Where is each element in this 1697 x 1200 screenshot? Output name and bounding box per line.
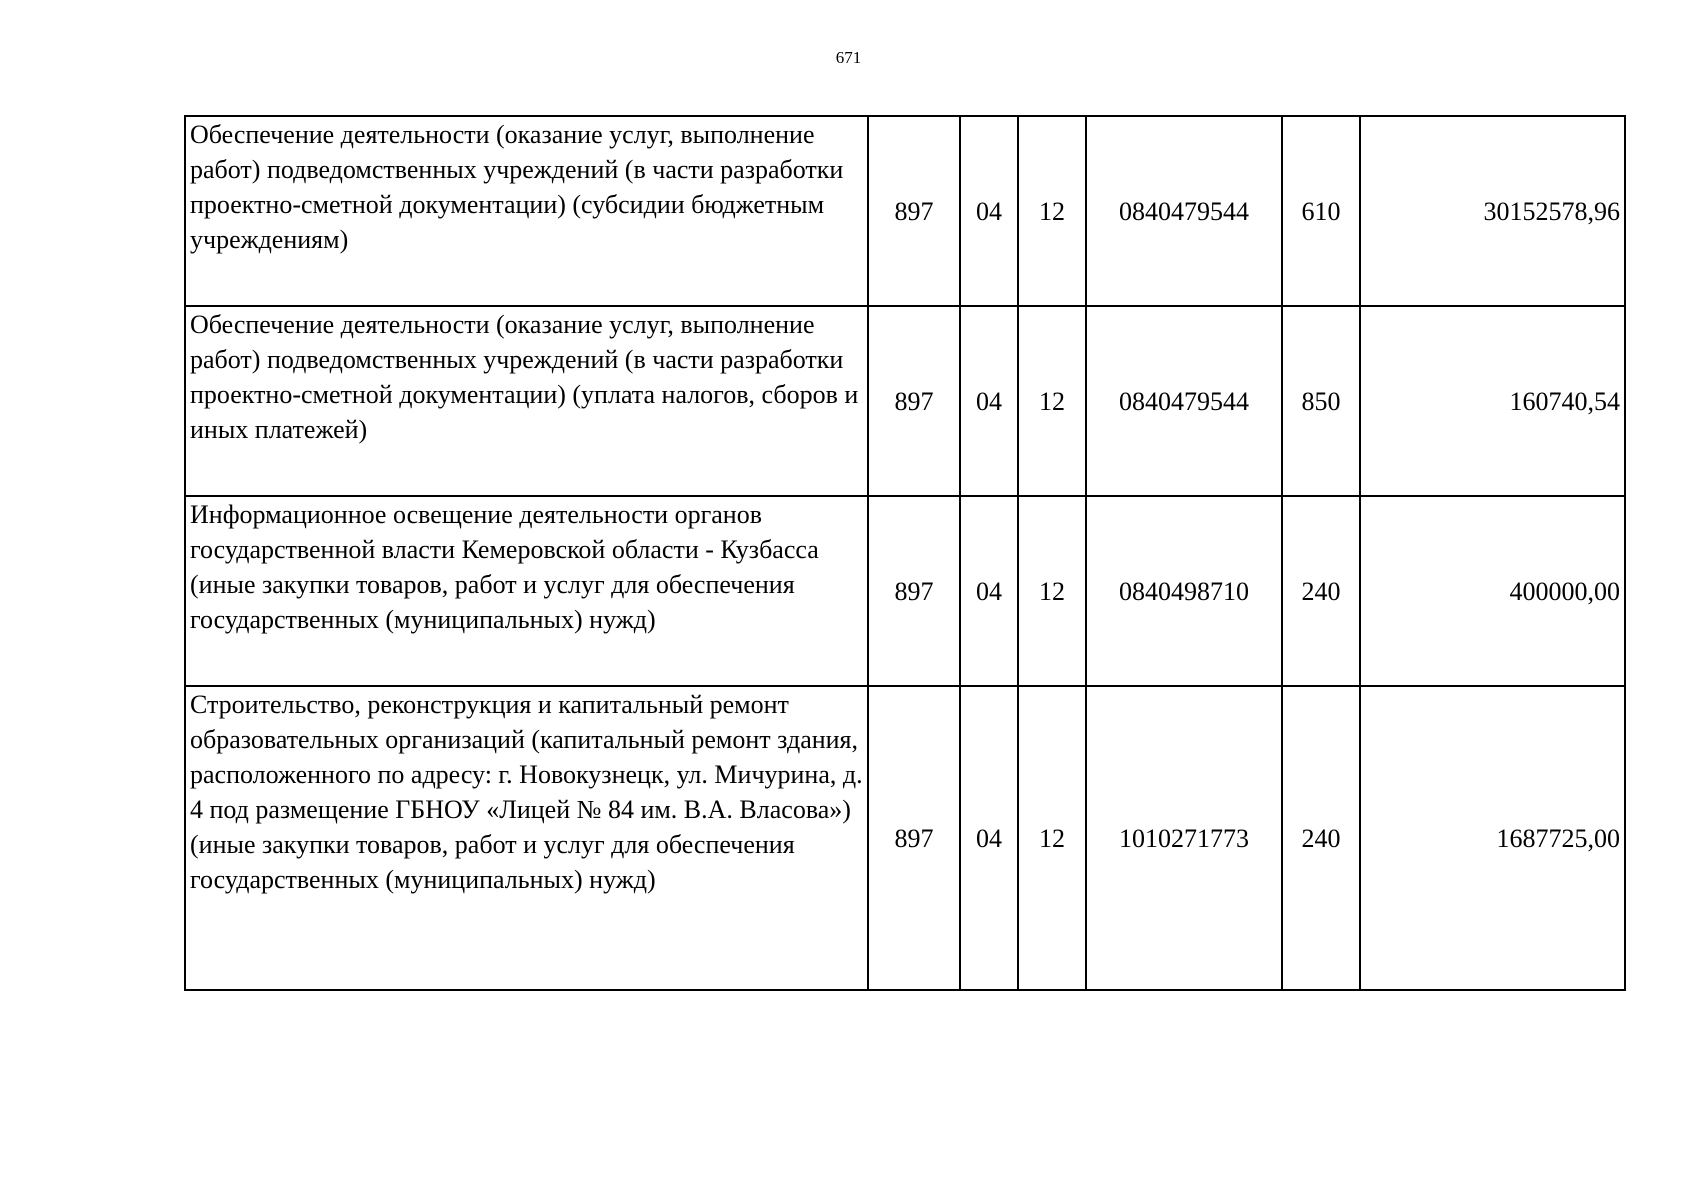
row-amount: 160740,54 [1360, 306, 1625, 496]
row-expense-type-code: 240 [1282, 496, 1360, 686]
row-target-article-code: 1010271773 [1086, 686, 1282, 990]
row-section-code: 04 [960, 686, 1018, 990]
row-target-article-code: 0840479544 [1086, 306, 1282, 496]
row-grbs-code: 897 [868, 686, 960, 990]
row-subsection-code: 12 [1018, 116, 1086, 306]
row-section-code: 04 [960, 496, 1018, 686]
table-row [185, 686, 1625, 990]
row-description: Обеспечение деятельности (оказание услуг, выполнение работ) подведомственных учреждений (в части разработки проектно-сметной документации) (уплата налогов, сборов и иных платежей) [185, 306, 868, 496]
row-target-article-code: 0840479544 [1086, 116, 1282, 306]
row-description: Строительство, реконструкция и капитальный ремонт образовательных организаций (капитальный ремонт здания, расположенного по адресу: г. Новокузнецк, ул. Мичурина, д. 4 под размещение ГБНОУ «Лицей № 84 им. В.А. Власова») (иные закупки товаров, работ и услуг для обеспечения государственных (муниципальных) нужд) [185, 686, 868, 990]
row-amount: 400000,00 [1360, 496, 1625, 686]
page-number: 671 [835, 48, 862, 67]
row-section-code: 04 [960, 116, 1018, 306]
row-description: Обеспечение деятельности (оказание услуг, выполнение работ) подведомственных учреждений (в части разработки проектно-сметной документации) (субсидии бюджетным учреждениям) [185, 116, 868, 306]
row-grbs-code: 897 [868, 116, 960, 306]
row-subsection-code: 12 [1018, 496, 1086, 686]
row-amount: 1687725,00 [1360, 686, 1625, 990]
row-amount: 30152578,96 [1360, 116, 1625, 306]
row-target-article-code: 0840498710 [1086, 496, 1282, 686]
row-grbs-code: 897 [868, 306, 960, 496]
budget-table [184, 115, 1626, 991]
table-row [185, 306, 1625, 496]
row-expense-type-code: 240 [1282, 686, 1360, 990]
row-section-code: 04 [960, 306, 1018, 496]
table-row [185, 116, 1625, 306]
table-row [185, 496, 1625, 686]
row-expense-type-code: 850 [1282, 306, 1360, 496]
row-description: Информационное освещение деятельности органов государственной власти Кемеровской области - Кузбасса (иные закупки товаров, работ и услуг для обеспечения государственных (муниципальных) нужд) [185, 496, 868, 686]
row-grbs-code: 897 [868, 496, 960, 686]
row-expense-type-code: 610 [1282, 116, 1360, 306]
row-subsection-code: 12 [1018, 686, 1086, 990]
row-subsection-code: 12 [1018, 306, 1086, 496]
